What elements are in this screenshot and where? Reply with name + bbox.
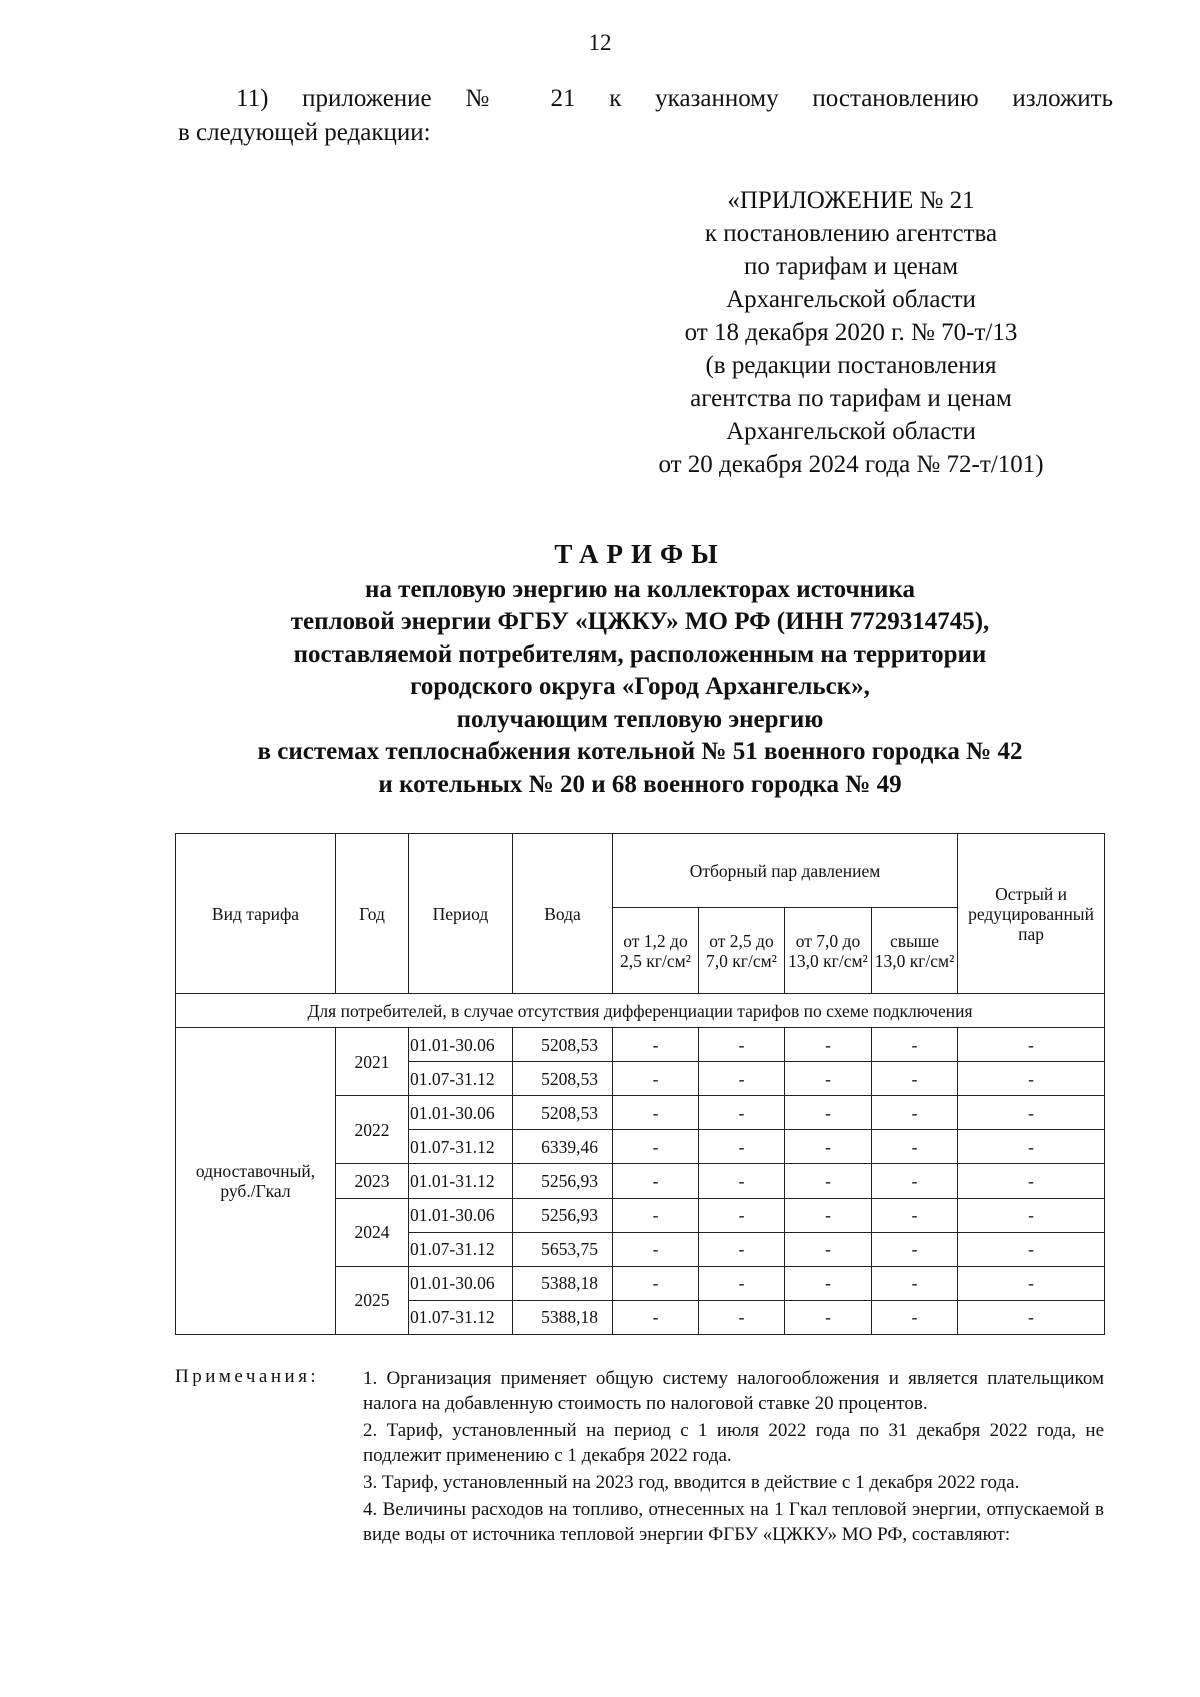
steam-cell: - xyxy=(613,1062,699,1096)
steam-cell: - xyxy=(613,1096,699,1130)
steam-cell: - xyxy=(872,1266,958,1300)
sharp-cell: - xyxy=(958,1096,1105,1130)
year-cell: 2025 xyxy=(336,1266,409,1334)
sharp-cell: - xyxy=(958,1198,1105,1232)
year-cell: 2022 xyxy=(336,1096,409,1164)
steam-cell: - xyxy=(699,1300,785,1334)
steam-cell: - xyxy=(613,1198,699,1232)
water-cell: 5208,53 xyxy=(513,1062,613,1096)
sharp-cell: - xyxy=(958,1062,1105,1096)
sharp-cell: - xyxy=(958,1130,1105,1164)
appendix-line: по тарифам и ценам xyxy=(743,253,959,280)
period-cell: 01.07-31.12 xyxy=(409,1130,513,1164)
steam-cell: - xyxy=(785,1096,872,1130)
period-cell: 01.01-31.12 xyxy=(409,1164,513,1198)
sharp-cell: - xyxy=(958,1232,1105,1266)
title-line: получающим тепловую энергию xyxy=(456,705,824,733)
steam-cell: - xyxy=(613,1232,699,1266)
steam-cell: - xyxy=(785,1198,872,1232)
water-cell: 5208,53 xyxy=(513,1028,613,1062)
period-cell: 01.01-30.06 xyxy=(409,1028,513,1062)
steam-cell: - xyxy=(613,1130,699,1164)
table-row xyxy=(176,1028,1105,1062)
title-line: и котельных № 20 и 68 военного городка № 49 xyxy=(378,770,902,798)
steam-cell: - xyxy=(613,1266,699,1300)
title-line: поставляемой потребителям, расположенным на территории xyxy=(293,640,987,668)
header-sharp-steam: Острый и редуцированный пар xyxy=(958,834,1105,994)
steam-cell: - xyxy=(872,1198,958,1232)
appendix-line: «ПРИЛОЖЕНИЕ № 21 xyxy=(727,187,975,214)
year-cell: 2024 xyxy=(336,1198,409,1266)
section-row: Для потребителей, в случае отсутствия дифференциации тарифов по схеме подключения xyxy=(176,994,1105,1028)
steam-cell: - xyxy=(872,1096,958,1130)
period-cell: 01.07-31.12 xyxy=(409,1062,513,1096)
water-cell: 5256,93 xyxy=(513,1164,613,1198)
water-cell: 5653,75 xyxy=(513,1232,613,1266)
sharp-cell: - xyxy=(958,1266,1105,1300)
intro-line-1: 11) приложение № 21 к указанному постановлению изложить xyxy=(236,85,1113,112)
steam-cell: - xyxy=(872,1062,958,1096)
steam-cell: - xyxy=(699,1232,785,1266)
water-cell: 5388,18 xyxy=(513,1300,613,1334)
steam-cell: - xyxy=(872,1300,958,1334)
sharp-cell: - xyxy=(958,1300,1105,1334)
notes-list xyxy=(363,1366,1104,1549)
header-water: Вода xyxy=(513,834,613,994)
header-steam-group: Отборный пар давлением xyxy=(613,834,958,908)
header-tariff-type: Вид тарифа xyxy=(176,834,336,994)
steam-cell: - xyxy=(872,1164,958,1198)
steam-cell: - xyxy=(785,1028,872,1062)
header-steam-1: от 1,2 до 2,5 кг/см² xyxy=(613,908,699,994)
page-number: 12 xyxy=(588,30,612,55)
water-cell: 5388,18 xyxy=(513,1266,613,1300)
steam-cell: - xyxy=(613,1164,699,1198)
steam-cell: - xyxy=(699,1198,785,1232)
steam-cell: - xyxy=(613,1300,699,1334)
title-line: в системах теплоснабжения котельной № 51 военного городка № 42 xyxy=(257,738,1023,765)
header-year: Год xyxy=(336,834,409,994)
period-cell: 01.07-31.12 xyxy=(409,1300,513,1334)
header-steam-2: от 2,5 до 7,0 кг/см² xyxy=(699,908,785,994)
steam-cell: - xyxy=(699,1096,785,1130)
intro-paragraph xyxy=(178,82,1113,150)
year-cell: 2021 xyxy=(336,1028,409,1096)
period-cell: 01.01-30.06 xyxy=(409,1266,513,1300)
note-item: 4. Величины расходов на топливо, отнесенных на 1 Гкал тепловой энергии, отпускаемой в виде воды от источника тепловой энергии ФГБУ «ЦЖКУ» МО РФ, составляют: xyxy=(363,1499,1104,1545)
steam-cell: - xyxy=(699,1062,785,1096)
steam-cell: - xyxy=(785,1164,872,1198)
header-period: Период xyxy=(409,834,513,994)
steam-cell: - xyxy=(699,1266,785,1300)
sharp-cell: - xyxy=(958,1028,1105,1062)
steam-cell: - xyxy=(785,1130,872,1164)
title-line: городского округа «Город Архангельск», xyxy=(410,673,870,700)
tariff-table xyxy=(175,833,1105,1335)
steam-cell: - xyxy=(699,1028,785,1062)
notes-label: Примечания: xyxy=(175,1366,320,1387)
water-cell: 5208,53 xyxy=(513,1096,613,1130)
steam-cell: - xyxy=(699,1164,785,1198)
steam-cell: - xyxy=(785,1232,872,1266)
header-steam-4: свыше 13,0 кг/см² xyxy=(872,908,958,994)
title-line: на тепловую энергию на коллекторах источника xyxy=(365,575,915,603)
appendix-line: от 18 декабря 2020 г. № 70-т/13 xyxy=(684,319,1018,346)
steam-cell: - xyxy=(785,1266,872,1300)
steam-cell: - xyxy=(785,1300,872,1334)
steam-cell: - xyxy=(785,1062,872,1096)
note-item: 3. Тариф, установленный на 2023 год, вводится в действие с 1 декабря 2022 года. xyxy=(363,1472,1020,1493)
appendix-line: агентства по тарифам и ценам xyxy=(690,385,1012,412)
title-main: ТАРИФЫ xyxy=(554,539,726,569)
steam-cell: - xyxy=(613,1028,699,1062)
steam-cell: - xyxy=(872,1028,958,1062)
note-item: 1. Организация применяет общую систему налогообложения и является плательщиком налога на добавленную стоимость по налоговой ставке 20 процентов. xyxy=(363,1368,1104,1414)
year-cell: 2023 xyxy=(336,1164,409,1198)
note-item: 2. Тариф, установленный на период с 1 июля 2022 года по 31 декабря 2022 года, не подлежит применению с 1 декабря 2022 года. xyxy=(363,1420,1104,1466)
steam-cell: - xyxy=(872,1232,958,1266)
appendix-line: (в редакции постановления xyxy=(705,352,997,379)
title-line: тепловой энергии ФГБУ «ЦЖКУ» МО РФ (ИНН 7729314745), xyxy=(290,608,990,635)
period-cell: 01.01-30.06 xyxy=(409,1198,513,1232)
steam-cell: - xyxy=(699,1130,785,1164)
water-cell: 6339,46 xyxy=(513,1130,613,1164)
appendix-header xyxy=(600,184,1102,481)
tariff-type-cell: одноставочный, руб./Гкал xyxy=(176,1028,336,1335)
intro-line-2: в следующей редакции: xyxy=(178,119,431,146)
period-cell: 01.07-31.12 xyxy=(409,1232,513,1266)
document-title xyxy=(160,538,1120,801)
header-steam-3: от 7,0 до 13,0 кг/см² xyxy=(785,908,872,994)
steam-cell: - xyxy=(872,1130,958,1164)
period-cell: 01.01-30.06 xyxy=(409,1096,513,1130)
appendix-line: Архангельской области xyxy=(726,286,976,313)
water-cell: 5256,93 xyxy=(513,1198,613,1232)
appendix-line: к постановлению агентства xyxy=(704,220,998,247)
sharp-cell: - xyxy=(958,1164,1105,1198)
appendix-line: от 20 декабря 2024 года № 72-т/101) xyxy=(658,451,1044,478)
appendix-line: Архангельской области xyxy=(726,418,976,445)
